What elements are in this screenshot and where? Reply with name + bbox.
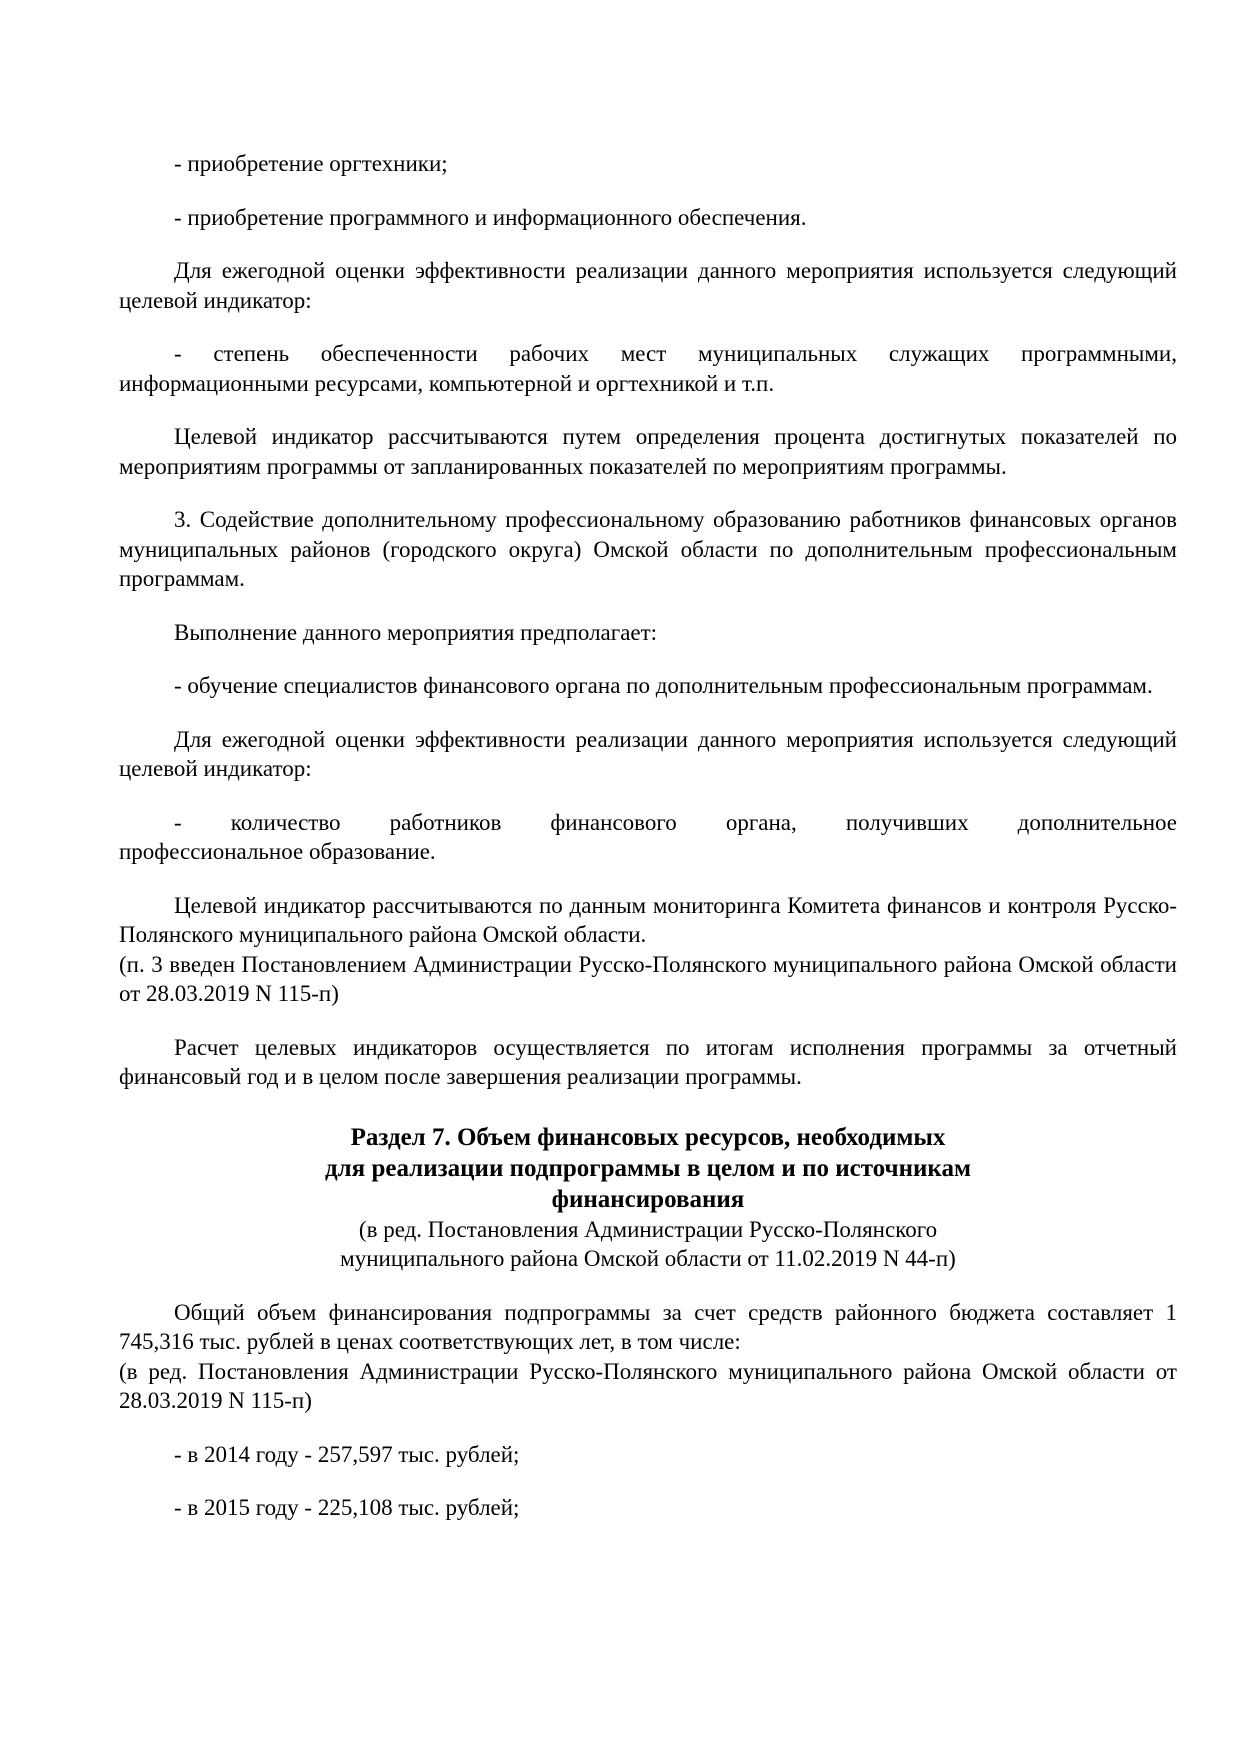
paragraph-calculation: Расчет целевых индикаторов осуществляется по итогам исполнения программы за отчетный финансовый год и в целом после завершения реализации программы. [119,1034,1177,1089]
paragraph-total-financing: Общий объем финансирования подпрограммы за счет средств районного бюджета составляет 1 745,316 тыс. рублей в ценах соответствующих лет, в том числе: [119,1299,1177,1354]
paragraph-training: - обучение специалистов финансового органа по дополнительным профессиональным программам. [174,673,1153,698]
paragraph-indicator-intro: Для ежегодной оценки эффективности реализации данного мероприятия используется следующий целевой индикатор: [119,258,1177,313]
section-title: Раздел 7. Объем финансовых ресурсов, необходимых [350,1123,946,1151]
paragraph-indicator-item: - степень обеспеченности рабочих мест муниципальных служащих программными, информационными ресурсами, компьютерной и оргтехникой и т.п. [119,341,1177,396]
paragraph-measure-3: 3. Содействие дополнительному профессиональному образованию работников финансовых органов муниципальных районов (городского округа) Омской области по дополнительным профессиональным программам. [119,507,1177,591]
section-title: финансирования [551,1185,745,1213]
section-amendment-note: муниципального района Омской области от 11.02.2019 N 44-п) [340,1246,956,1271]
paragraph-indicator-intro-2: Для ежегодной оценки эффективности реализации данного мероприятия используется следующий целевой индикатор: [119,726,1177,781]
paragraph-indicator-item-2-line2: профессиональное образование. [119,839,436,864]
paragraph-indicator-monitoring: Целевой индикатор рассчитываются по данным мониторинга Комитета финансов и контроля Русско-Полянского муниципального района Омской области. [119,892,1177,947]
amendment-note: (в ред. Постановления Администрации Русско-Полянского муниципального района Омской области от 28.03.2019 N 115-п) [119,1358,1177,1413]
paragraph-indicator-calc: Целевой индикатор рассчитываются путем определения процента достигнутых показателей по мероприятиям программы от запланированных показателей по мероприятиям программы. [119,424,1177,479]
section-title: для реализации подпрограммы в целом и по источникам [325,1154,971,1182]
paragraph-indicator-item-2-line1: - количество работников финансового органа, получивших дополнительное [174,809,1177,835]
list-item: - в 2014 году - 257,597 тыс. рублей; [174,1441,520,1467]
paragraph-execution: Выполнение данного мероприятия предполагает: [174,619,658,645]
list-item: - в 2015 году - 225,108 тыс. рублей; [174,1495,520,1520]
document-page [119,149,1177,1523]
list-item: - приобретение программного и информационного обеспечения. [174,204,807,230]
section-amendment-note: (в ред. Постановления Администрации Русско-Полянского [358,1216,938,1242]
amendment-note: (п. 3 введен Постановлением Администрации Русско-Полянского муниципального района Омской области от 28.03.2019 N 115-п) [119,951,1177,1006]
list-item: - приобретение оргтехники; [174,151,448,176]
